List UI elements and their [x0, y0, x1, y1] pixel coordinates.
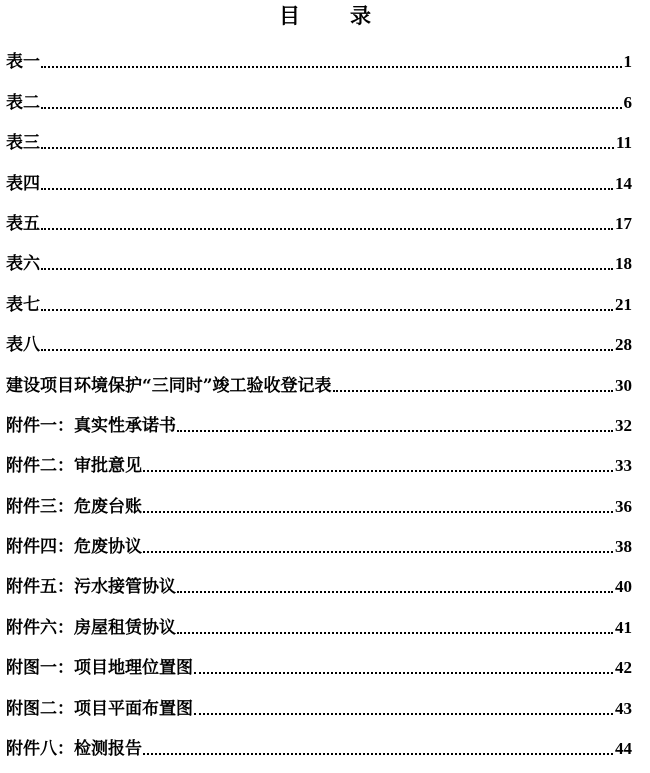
- toc-entry-label: 表一: [6, 52, 40, 73]
- toc-entry-label: 表六: [6, 254, 40, 275]
- toc-entry[interactable]: [6, 396, 632, 436]
- toc-entry-page-number: 32: [615, 415, 632, 435]
- toc-entry-label: 附件二：审批意见: [6, 456, 142, 477]
- toc-entry-page-number: 33: [615, 456, 632, 476]
- toc-dot-leader: [177, 429, 613, 432]
- toc-entry-page-number: 42: [615, 658, 632, 678]
- toc-title-second-char: 录: [350, 3, 371, 28]
- toc-entry[interactable]: [6, 234, 632, 274]
- toc-entry-page-number: 11: [615, 133, 632, 153]
- toc-dot-leader: [143, 510, 613, 513]
- toc-entry-page-number: 30: [615, 375, 632, 395]
- toc-entry-page-number: 41: [615, 617, 632, 637]
- toc-entry[interactable]: [6, 274, 632, 314]
- toc-entry-label: 附图一：项目地理位置图: [6, 658, 193, 679]
- toc-entry-label: 表八: [6, 335, 40, 356]
- toc-entry-label: 附图二：项目平面布置图: [6, 698, 193, 719]
- toc-dot-leader: [41, 227, 613, 230]
- toc-dot-leader: [143, 469, 613, 472]
- toc-entry-page-number: 40: [615, 577, 632, 597]
- toc-entry-page-number: 21: [615, 294, 632, 314]
- toc-entry-page-number: 38: [615, 537, 632, 557]
- toc-dot-leader: [41, 65, 622, 68]
- toc-dot-leader: [194, 671, 613, 674]
- toc-dot-leader: [333, 389, 613, 392]
- toc-entry-label: 表二: [6, 92, 40, 113]
- toc-entry[interactable]: [6, 315, 632, 355]
- toc-entry-label: 表七: [6, 294, 40, 315]
- toc-entry[interactable]: [6, 153, 632, 193]
- toc-entry[interactable]: [6, 355, 632, 395]
- toc-entry-page-number: 28: [615, 335, 632, 355]
- toc-entry-page-number: 44: [615, 739, 632, 759]
- toc-entry-page-number: 18: [615, 254, 632, 274]
- toc-entry-label: 附件三：危废台账: [6, 496, 142, 517]
- toc-entry-page-number: 43: [615, 698, 632, 718]
- toc-entry-page-number: 14: [615, 173, 632, 193]
- toc-dot-leader: [41, 106, 622, 109]
- toc-entry[interactable]: [6, 476, 632, 516]
- toc-entry[interactable]: [6, 517, 632, 557]
- toc-title: [0, 3, 650, 29]
- toc-entry-page-number: 17: [615, 213, 632, 233]
- toc-entry[interactable]: [6, 719, 632, 759]
- toc-entry-label: 表五: [6, 213, 40, 234]
- toc-entry-label: 附件六：房屋租赁协议: [6, 617, 176, 638]
- toc-entry-label: 附件八：检测报告: [6, 739, 142, 760]
- toc-entry-label: 建设项目环境保护“三同时”竣工验收登记表: [6, 375, 332, 396]
- toc-list: [6, 32, 632, 759]
- toc-entry[interactable]: [6, 72, 632, 112]
- toc-entry[interactable]: [6, 597, 632, 637]
- toc-entry-label: 表三: [6, 133, 40, 154]
- toc-entry[interactable]: [6, 436, 632, 476]
- toc-dot-leader: [41, 348, 613, 351]
- toc-dot-leader: [177, 590, 613, 593]
- toc-dot-leader: [143, 752, 613, 755]
- toc-dot-leader: [194, 712, 613, 715]
- toc-title-first-char: 目: [279, 3, 300, 28]
- toc-dot-leader: [41, 308, 613, 311]
- toc-entry[interactable]: [6, 113, 632, 153]
- toc-entry-page-number: 6: [623, 92, 632, 112]
- toc-dot-leader: [41, 146, 614, 149]
- toc-dot-leader: [177, 631, 613, 634]
- toc-entry-page-number: 36: [615, 496, 632, 516]
- toc-entry-label: 附件五：污水接管协议: [6, 577, 176, 598]
- toc-entry-page-number: 1: [623, 52, 632, 72]
- toc-entry[interactable]: [6, 678, 632, 718]
- toc-entry-label: 表四: [6, 173, 40, 194]
- toc-entry-label: 附件一：真实性承诺书: [6, 415, 176, 436]
- toc-dot-leader: [41, 187, 613, 190]
- toc-entry[interactable]: [6, 557, 632, 597]
- toc-dot-leader: [41, 267, 613, 270]
- toc-entry[interactable]: [6, 32, 632, 72]
- toc-dot-leader: [143, 550, 613, 553]
- toc-entry[interactable]: [6, 638, 632, 678]
- toc-entry[interactable]: [6, 194, 632, 234]
- toc-entry-label: 附件四：危废协议: [6, 537, 142, 558]
